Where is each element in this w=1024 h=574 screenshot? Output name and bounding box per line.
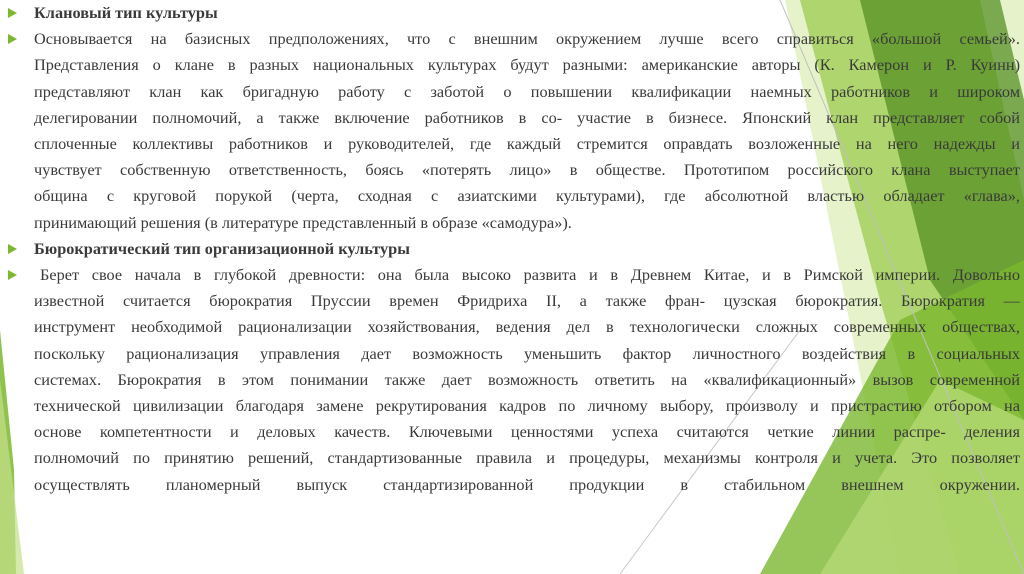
slide-text	[8, 0, 1020, 498]
paragraph-clan	[34, 26, 1020, 236]
text-line: делегировании полномочий, а также включение работников в со- участие в бизнесе. Японский клан представляет собой	[34, 107, 1020, 127]
triangle-bullet-icon	[8, 270, 17, 280]
paragraph-bureaucratic	[34, 262, 1020, 498]
bullet-body-bureaucratic	[8, 262, 1020, 498]
text-line: Берет свое начала в глубокой древности: она была высоко развита и в Древнем Китае, и в Римской империи. Довольно	[40, 265, 1020, 285]
triangle-bullet-icon	[8, 8, 17, 18]
text-line: полномочий по принятию решений, стандартизованные правила и процедуры, механизмы контроля и учета. Это позволяет	[34, 448, 1020, 468]
text-line: осуществлять планомерный выпуск стандартизированной продукции в стабильном внешнем окружении.	[34, 474, 1020, 494]
text-line: община с круговой порукой (черта, сходная с азиатскими культурами), где абсолютной властью обладает «глава»,	[34, 186, 1020, 206]
text-line: поскольку рационализация управления дает возможность уменьшить фактор личностного воздействия в социальных	[34, 343, 1020, 363]
triangle-bullet-icon	[8, 34, 17, 44]
bullet-body-clan	[8, 26, 1020, 236]
heading-bureaucratic: Бюрократический тип организационной культуры	[34, 238, 410, 258]
text-line: Основывается на базисных предположениях, что с внешним окружением лучше всего справиться «большой семьей».	[34, 29, 1020, 49]
text-line: технической цивилизации благодаря замене рекрутирования кадров по личному выбору, произволу и пристрастию отбором на	[34, 396, 1020, 416]
text-line: чувствует собственную ответственность, боясь «потерять лицо» в обществе. Прототипом российского клана выступает	[34, 160, 1020, 180]
triangle-bullet-icon	[8, 244, 17, 254]
bullet-heading-clan	[8, 0, 1020, 26]
text-line: представляют клан как бригадную работу с заботой о повышении квалификации наемных работников и широком	[34, 81, 1020, 101]
text-line: известной считается бюрократия Пруссии времен Фридриха II, а также фран- цузская бюрократия. Бюрократия —	[34, 291, 1020, 311]
heading-clan: Клановый тип культуры	[34, 3, 218, 22]
text-line: основе компетентности и деловых качеств. Ключевыми ценностями успеха считаются четкие линии распре- деления	[34, 422, 1020, 442]
text-line: сплоченные коллективы работников и руководителей, где каждый стремится оправдать возложенные на него надежды и	[34, 134, 1020, 154]
text-line: инструмент необходимой рационализации хозяйствования, ведения дел в технологически сложных современных обществах,	[34, 317, 1020, 337]
bullet-heading-bureaucratic	[8, 236, 1020, 262]
text-line: Представления о клане в разных национальных культурах будут разными: американские авторы (К. Камерон и Р. Куинн)	[34, 55, 1020, 75]
text-line: системах. Бюрократия в этом понимании также дает возможность ответить на «квалификационный» вызов современной	[34, 369, 1020, 389]
text-line: принимающий решения (в литературе представленный в образе «самодура»).	[34, 212, 572, 232]
